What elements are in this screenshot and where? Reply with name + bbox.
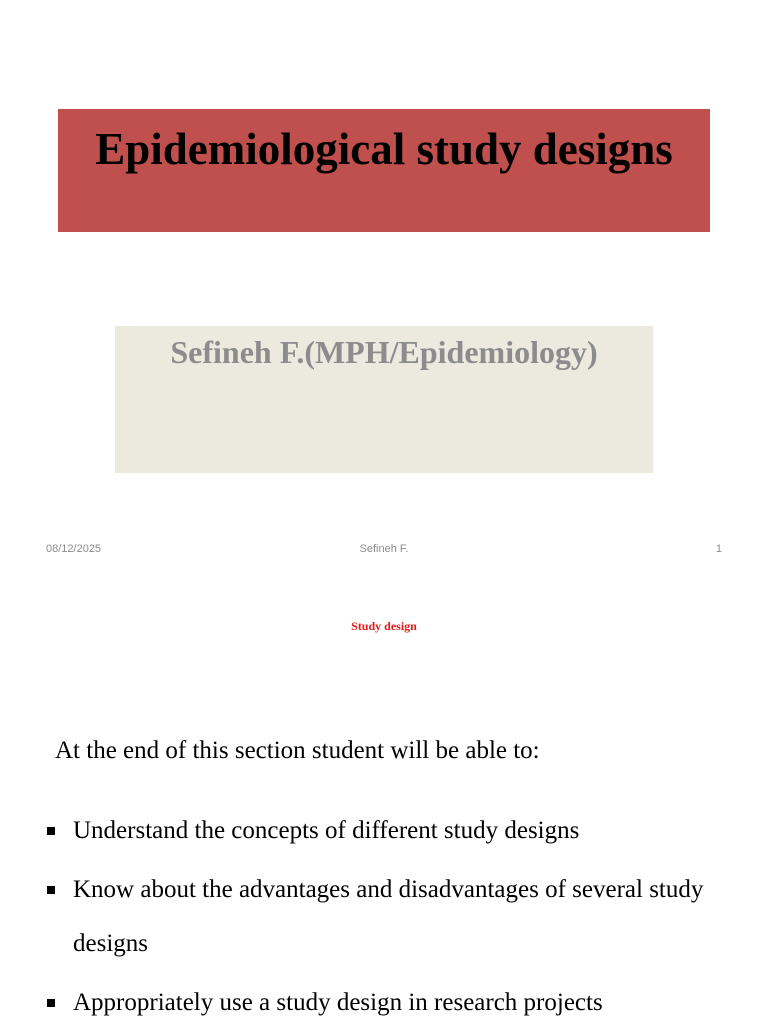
subtitle-panel: [115, 326, 653, 473]
list-item-text: Understand the concepts of different study designs: [73, 817, 580, 844]
section-header: Study design: [351, 619, 417, 633]
author-subtitle: Sefineh F.(MPH/Epidemiology): [170, 334, 598, 370]
square-bullet-icon: [47, 827, 55, 835]
footer-page-number: 1: [715, 543, 722, 555]
slide-title: Epidemiological study designs: [95, 124, 673, 174]
footer-author: Sefineh F.: [359, 543, 409, 555]
square-bullet-icon: [47, 999, 55, 1007]
footer-date: 08/12/2025: [46, 543, 102, 555]
square-bullet-icon: [47, 886, 55, 894]
list-item-text: Know about the advantages and disadvantages of several study designs: [73, 876, 704, 957]
list-item-text: Appropriately use a study design in research projects: [73, 989, 603, 1016]
objectives-intro: At the end of this section student will be able to:: [55, 737, 540, 764]
title-banner: [58, 109, 710, 232]
